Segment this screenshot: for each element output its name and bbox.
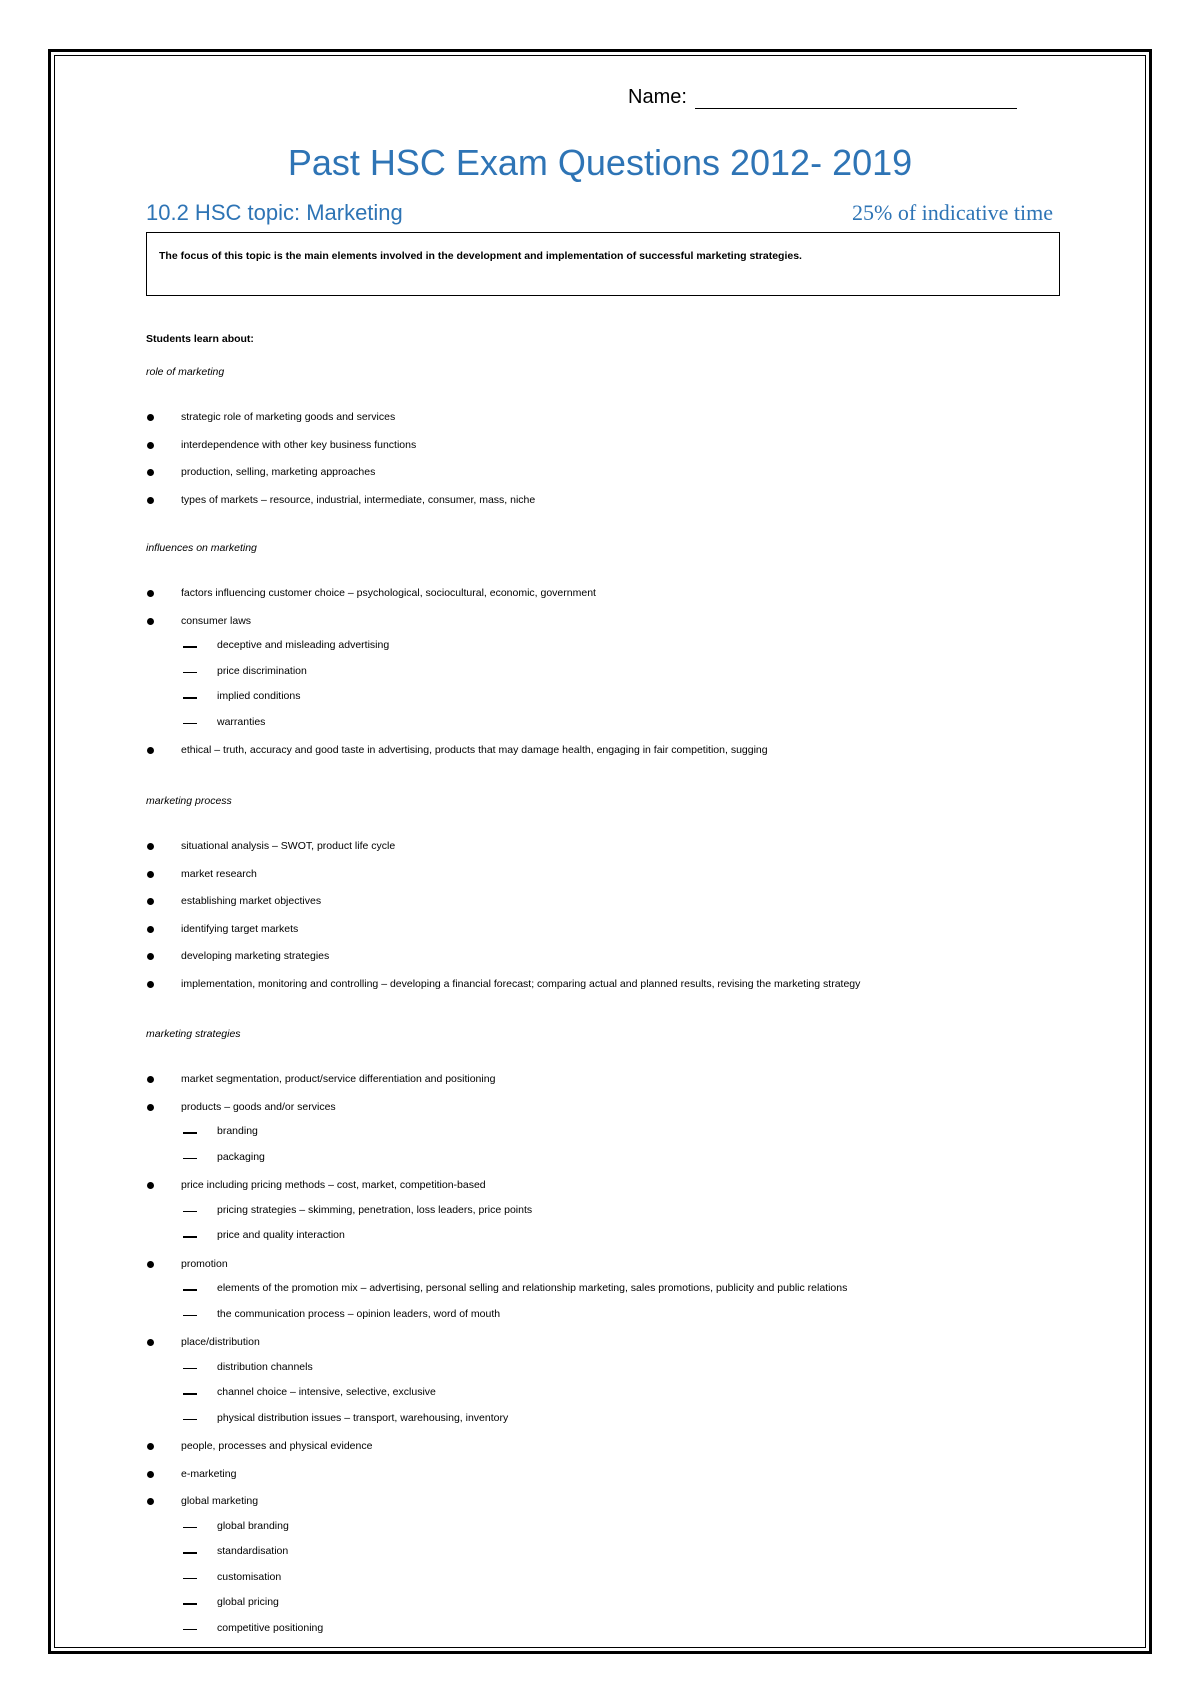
- list-item: types of markets – resource, industrial, intermediate, consumer, mass, niche: [181, 493, 536, 506]
- list-item: ethical – truth, accuracy and good taste in advertising, products that may damage health, engaging in fair competition, sugging: [181, 744, 768, 756]
- dash-icon: [183, 1393, 197, 1395]
- list-item: place/distribution: [181, 1336, 260, 1348]
- sub-list-item: implied conditions: [217, 690, 301, 702]
- bullet-icon: [147, 953, 154, 960]
- students-learn-heading: Students learn about:: [146, 333, 254, 345]
- dash-icon: [183, 672, 197, 674]
- bullet-icon: [147, 1076, 154, 1083]
- sub-list-item: customisation: [217, 1570, 282, 1583]
- dash-icon: [183, 1629, 197, 1631]
- list-item: implementation, monitoring and controlling – developing a financial forecast; comparing actual and planned results, revising the marketing strategy: [181, 977, 861, 990]
- bullet-icon: [147, 1104, 154, 1111]
- dash-icon: [183, 1527, 197, 1529]
- topic-heading: 10.2 HSC topic: Marketing: [146, 200, 403, 225]
- sub-list-item: packaging: [217, 1150, 265, 1163]
- sub-list-item: price discrimination: [217, 664, 307, 677]
- name-blank-line[interactable]: [695, 86, 1017, 109]
- focus-text: The focus of this topic is the main elements involved in the development and implementation of successful marketing strategies.: [159, 250, 802, 262]
- focus-box: [146, 232, 1060, 296]
- sub-list-item: branding: [217, 1125, 258, 1137]
- bullet-icon: [147, 1498, 154, 1505]
- bullet-icon: [147, 590, 154, 597]
- name-label: Name:: [628, 86, 687, 108]
- section-heading: marketing process: [146, 795, 232, 807]
- sub-list-item: competitive positioning: [217, 1621, 324, 1634]
- list-item: establishing market objectives: [181, 895, 322, 907]
- bullet-icon: [147, 747, 154, 754]
- list-item: strategic role of marketing goods and services: [181, 411, 396, 423]
- bullet-icon: [147, 1443, 154, 1450]
- dash-icon: [183, 1315, 197, 1317]
- list-item: promotion: [181, 1257, 228, 1270]
- list-item: people, processes and physical evidence: [181, 1440, 373, 1452]
- dash-icon: [183, 1368, 197, 1370]
- sub-list-item: channel choice – intensive, selective, exclusive: [217, 1386, 436, 1398]
- dash-icon: [183, 1578, 197, 1580]
- list-item: identifying target markets: [181, 922, 299, 935]
- bullet-icon: [147, 1339, 154, 1346]
- dash-icon: [183, 646, 197, 648]
- list-item: products – goods and/or services: [181, 1100, 336, 1113]
- bullet-icon: [147, 1261, 154, 1268]
- dash-icon: [183, 697, 197, 699]
- sub-list-item: elements of the promotion mix – advertising, personal selling and relationship marketing, sales promotions, publicity and public relations: [217, 1282, 848, 1294]
- dash-icon: [183, 1552, 197, 1554]
- bullet-icon: [147, 981, 154, 988]
- list-item: production, selling, marketing approaches: [181, 466, 376, 478]
- section-heading: influences on marketing: [146, 542, 257, 554]
- list-item: market segmentation, product/service differentiation and positioning: [181, 1073, 496, 1085]
- list-item: developing marketing strategies: [181, 950, 330, 962]
- bullet-icon: [147, 497, 154, 504]
- list-item: interdependence with other key business functions: [181, 438, 417, 451]
- list-item: consumer laws: [181, 614, 252, 627]
- bullet-icon: [147, 926, 154, 933]
- list-item: market research: [181, 867, 257, 880]
- dash-icon: [183, 723, 197, 725]
- dash-icon: [183, 1603, 197, 1605]
- sub-list-item: distribution channels: [217, 1360, 313, 1373]
- sub-list-item: warranties: [217, 715, 266, 728]
- bullet-icon: [147, 871, 154, 878]
- dash-icon: [183, 1289, 197, 1291]
- list-item: factors influencing customer choice – psychological, sociocultural, economic, government: [181, 587, 596, 599]
- section-heading: role of marketing: [146, 366, 225, 378]
- bullet-icon: [147, 442, 154, 449]
- list-item: price including pricing methods – cost, market, competition-based: [181, 1179, 486, 1191]
- sub-list-item: physical distribution issues – transport, warehousing, inventory: [217, 1411, 509, 1424]
- indicative-time: 25% of indicative time: [852, 200, 1053, 225]
- list-item: global marketing: [181, 1495, 259, 1507]
- bullet-icon: [147, 843, 154, 850]
- dash-icon: [183, 1132, 197, 1134]
- section-heading: marketing strategies: [146, 1028, 241, 1040]
- bullet-icon: [147, 1182, 154, 1189]
- sub-list-item: deceptive and misleading advertising: [217, 639, 390, 651]
- sub-list-item: price and quality interaction: [217, 1229, 345, 1241]
- sub-list-item: the communication process – opinion leaders, word of mouth: [217, 1307, 501, 1320]
- list-item: e-marketing: [181, 1467, 237, 1480]
- dash-icon: [183, 1236, 197, 1238]
- sub-list-item: pricing strategies – skimming, penetration, loss leaders, price points: [217, 1203, 533, 1216]
- dash-icon: [183, 1419, 197, 1421]
- dash-icon: [183, 1211, 197, 1213]
- dash-icon: [183, 1158, 197, 1160]
- bullet-icon: [147, 618, 154, 625]
- page-title: Past HSC Exam Questions 2012- 2019: [287, 142, 913, 183]
- sub-list-item: standardisation: [217, 1545, 289, 1557]
- name-field: [628, 86, 1017, 109]
- bullet-icon: [147, 1471, 154, 1478]
- list-item: situational analysis – SWOT, product life cycle: [181, 840, 396, 852]
- bullet-icon: [147, 898, 154, 905]
- sub-list-item: global pricing: [217, 1596, 279, 1608]
- bullet-icon: [147, 414, 154, 421]
- bullet-icon: [147, 469, 154, 476]
- sub-list-item: global branding: [217, 1519, 289, 1532]
